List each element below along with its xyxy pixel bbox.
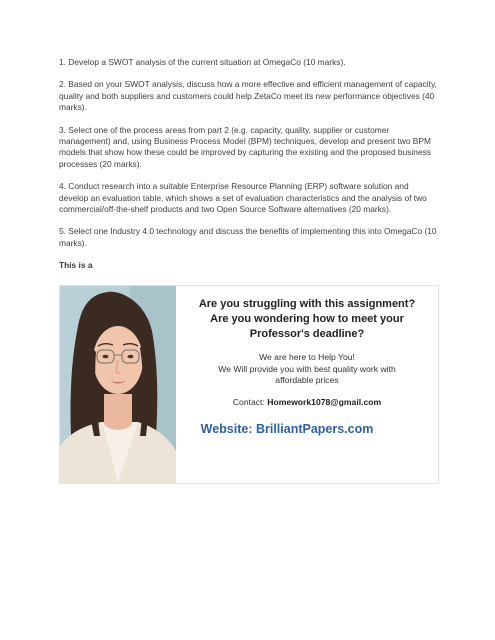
headline-line-1: Are you struggling with this assignment? [198,298,416,310]
woman-photo [60,286,176,483]
contact-label: Contact: [232,396,268,407]
headline-line-3: Professor's deadline? [249,328,365,340]
contact-line [176,397,438,407]
question-1: 1. Develop a SWOT analysis of the current situation at OmegaCo (10 marks). [59,57,346,67]
assignment-questions [59,57,439,270]
question-2: 2. Based on your SWOT analysis, discuss how a more effective and efficient management of capacity, quality and both suppliers and customers could help ZetaCo meet its new performance objectives (40 marks). [59,79,437,113]
banner-text [176,286,438,483]
help-line: We are here to Help You! [259,352,355,362]
quality-line-2: affordable prices [275,375,339,385]
quality-line-1: We Will provide you with best quality work with [218,363,396,374]
lead-text: This is a [59,260,93,271]
question-4: 4. Conduct research into a suitable Enterprise Resource Planning (ERP) software solution and develop an evaluation table, which shows a set of evaluation characteristics and the analysis of two commercial/off-the-shelf products and two Open Source Software alternatives (20 marks). [59,181,427,215]
question-5: 5. Select one Industry 4.0 technology and discuss the benefits of implementing this into OmegaCo (10 marks). [59,226,437,248]
advertisement-banner[interactable] [59,285,439,484]
headline-line-2: Are you wondering how to meet your [210,313,404,325]
contact-email[interactable]: Homework1078@gmail.com [267,396,382,407]
website-link[interactable]: Website: BrilliantPapers.com [200,421,374,436]
question-3: 3. Select one of the process areas from part 2 (e.g. capacity, quality, supplier or customer management) and, using Business Process Model (BPM) techniques, develop and present two BPM models that show how these could be improved by capturing the existing and the proposed business processes (20 marks). [59,124,431,169]
